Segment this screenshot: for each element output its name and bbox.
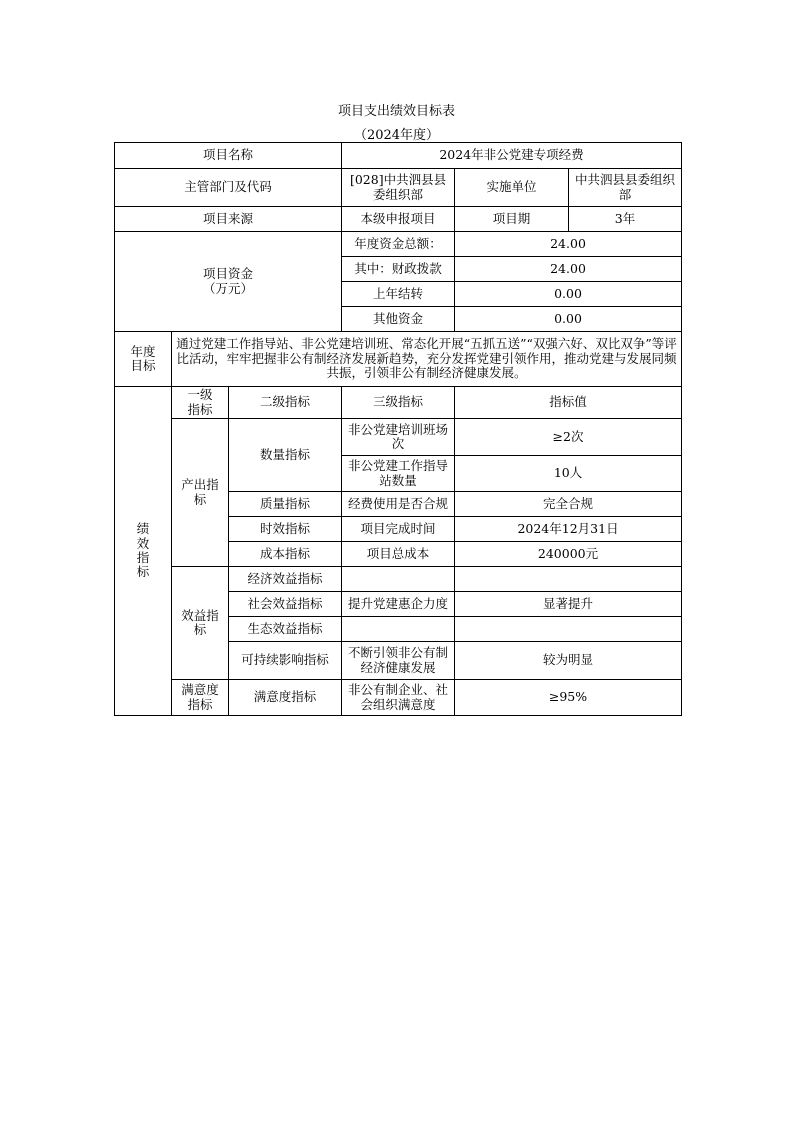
economic-name (342, 567, 455, 592)
eco-value (455, 617, 682, 642)
indicators-section-label (115, 387, 172, 716)
satisfaction-l2-label: 满意度指标 (229, 680, 342, 716)
economic-value (455, 567, 682, 592)
quality-name: 经费使用是否合规 (342, 492, 455, 517)
funds-total-value: 24.00 (455, 232, 682, 257)
dept-value: [028]中共泗县县委组织部 (342, 169, 455, 207)
project-name-value: 2024年非公党建专项经费 (342, 143, 682, 169)
header-level1: 一级 指标 (172, 387, 229, 419)
impl-value: 中共泗县县委组织部 (569, 169, 682, 207)
funds-total-label: 年度资金总额： (342, 232, 455, 257)
funds-other-value: 0.00 (455, 307, 682, 332)
project-name-label: 项目名称 (115, 143, 342, 169)
satisfaction-name: 非公有制企业、社 会组织满意度 (342, 680, 455, 716)
q2-name: 非公党建工作指导 站数量 (342, 456, 455, 492)
q2-value: 10人 (455, 456, 682, 492)
cost-name: 项目总成本 (342, 542, 455, 567)
header-level2: 二级指标 (229, 387, 342, 419)
document-title: 项目支出绩效目标表 (337, 104, 455, 119)
performance-target-table (114, 142, 682, 716)
social-value: 显著提升 (455, 592, 682, 617)
time-name: 项目完成时间 (342, 517, 455, 542)
funds-other-label: 其他资金 (342, 307, 455, 332)
time-value: 2024年12月31日 (455, 517, 682, 542)
document-year: （2024年度） (353, 128, 440, 143)
cost-value: 240000元 (455, 542, 682, 567)
funds-label: 项目资金 （万元） (115, 232, 342, 332)
benefit-label: 效益指 标 (172, 567, 229, 680)
q1-value: ≥2次 (455, 419, 682, 456)
quality-value: 完全合规 (455, 492, 682, 517)
quality-label: 质量指标 (229, 492, 342, 517)
dept-label: 主管部门及代码 (115, 169, 342, 207)
eco-label: 生态效益指标 (229, 617, 342, 642)
header-level3: 三级指标 (342, 387, 455, 419)
indicators-section-text: 绩效指标 (136, 521, 150, 580)
satisfaction-label: 满意度 指标 (172, 680, 229, 716)
quantity-label: 数量指标 (229, 419, 342, 492)
sustain-name: 不断引领非公有制 经济健康发展 (342, 642, 455, 680)
sustain-value: 较为明显 (455, 642, 682, 680)
goal-label: 年度 目标 (115, 332, 172, 387)
social-name: 提升党建惠企力度 (342, 592, 455, 617)
funds-carryover-value: 0.00 (455, 282, 682, 307)
satisfaction-value: ≥95% (455, 680, 682, 716)
sustain-label: 可持续影响指标 (229, 642, 342, 680)
economic-label: 经济效益指标 (229, 567, 342, 592)
impl-label: 实施单位 (455, 169, 569, 207)
funds-fiscal-label: 其中：财政拨款 (342, 257, 455, 282)
eco-name (342, 617, 455, 642)
cost-label: 成本指标 (229, 542, 342, 567)
source-label: 项目来源 (115, 207, 342, 232)
output-label: 产出指 标 (172, 419, 229, 567)
funds-fiscal-value: 24.00 (455, 257, 682, 282)
period-label: 项目期 (455, 207, 569, 232)
social-label: 社会效益指标 (229, 592, 342, 617)
goal-text: 通过党建工作指导站、非公党建培训班、常态化开展“五抓五送”“双强六好、双比双争”等评比活动，牢牢把握非公有制经济发展新趋势，充分发挥党建引领作用，推动党建与发展同频共振，引领非公有制经济健康发展。 (172, 332, 682, 387)
header-value: 指标值 (455, 387, 682, 419)
funds-carryover-label: 上年结转 (342, 282, 455, 307)
source-value: 本级申报项目 (342, 207, 455, 232)
period-value: 3年 (569, 207, 682, 232)
q1-name: 非公党建培训班场 次 (342, 419, 455, 456)
time-label: 时效指标 (229, 517, 342, 542)
